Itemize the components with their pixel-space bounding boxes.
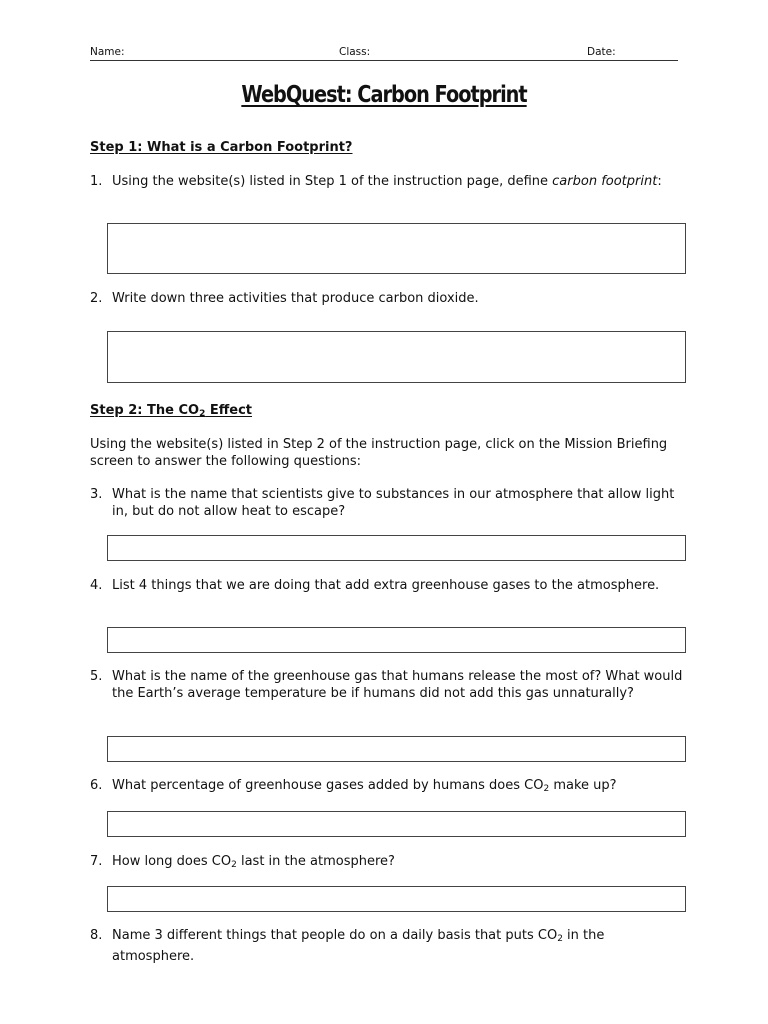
step1-heading: Step 1: What is a Carbon Footprint? <box>90 140 353 155</box>
question-2: 2. Write down three activities that produce carbon dioxide. <box>90 291 479 306</box>
name-label: Name: <box>90 46 125 58</box>
answer-box-6[interactable] <box>107 811 686 837</box>
header-fields <box>90 46 678 61</box>
class-label: Class: <box>339 46 371 58</box>
answer-box-2[interactable] <box>107 331 686 383</box>
question-7: 7. How long does $CO_2$ last in the atmosphere? <box>90 854 395 870</box>
answer-box-7[interactable] <box>107 886 686 912</box>
date-label: Date: <box>587 46 616 58</box>
step2-intro: Using the website(s) listed in Step 2 of the instruction page, click on the Mission Briefing screen to answer the following questions: <box>90 437 668 469</box>
question-3: 3. What is the name that scientists give to substances in our atmosphere that allow light in, but do not allow heat to escape? <box>90 487 675 519</box>
question-6: 6. What percentage of greenhouse gases added by humans does $CO_2$ make up? <box>90 778 617 794</box>
page-title: WebQuest: Carbon Footprint <box>241 82 527 108</box>
answer-box-3[interactable] <box>107 535 686 561</box>
question-5: 5. What is the name of the greenhouse gas that humans release the most of? What would the Earth’s average temperature be if humans did not add this gas unnaturally? <box>90 669 683 701</box>
answer-box-4[interactable] <box>107 627 686 653</box>
answer-box-5[interactable] <box>107 736 686 762</box>
question-1: 1. Using the website(s) listed in Step 1 of the instruction page, define carbon footprint: <box>90 174 662 189</box>
answer-box-1[interactable] <box>107 223 686 274</box>
step2-heading: Step 2: The $CO_2$ Effect <box>90 403 253 419</box>
question-4: 4. List 4 things that we are doing that add extra greenhouse gases to the atmosphere. <box>90 578 660 593</box>
question-8: 8. Name 3 different things that people do on a daily basis that puts $CO_2$ in the atmosphere. <box>90 928 605 964</box>
